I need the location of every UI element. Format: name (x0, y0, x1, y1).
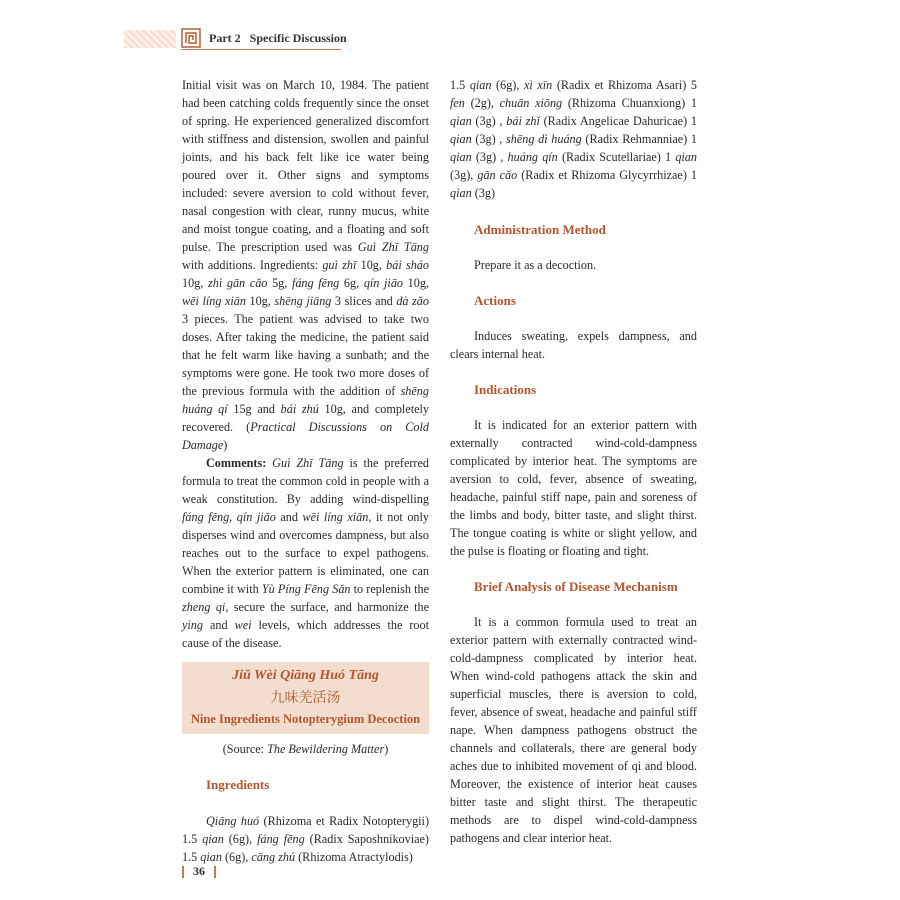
ingredients-heading: Ingredients (206, 777, 270, 792)
formula-english: Nine Ingredients Notopterygium Decoction (190, 712, 421, 726)
footer-bar-left (182, 866, 184, 878)
page-number: 36 (193, 864, 205, 878)
header-rule (181, 49, 341, 50)
header-logo-icon (181, 28, 201, 48)
comments-paragraph: Comments: Guì Zhī Tāng is the preferred formula to treat the common cold in people with a weak constitution. By adding wind-dispelling fáng fēng, qín jiāo and wēi líng xiān, it not only disperses wind and overcomes dampness, but also reaches out to the surface to expel pathogens. When the exterior pattern is eliminated, one can combine it with Yù Píng Fēng Sǎn to replenish the zheng qi, secure the surface, and harmonize the ying and wei levels, which addresses the root cause of the disease. (182, 456, 430, 650)
left-column (182, 76, 429, 866)
header-decoration (124, 30, 176, 48)
administration-text: Prepare it as a decoction. (474, 258, 597, 272)
analysis-heading: Brief Analysis of Disease Mechanism (474, 579, 678, 594)
formula-title-box (182, 662, 429, 734)
case-paragraph: Initial visit was on March 10, 1984. The patient had been catching colds frequently since the onset of spring. He experienced generalized discomfort with stiffness and distension, swollen and painful joints, and his back felt like ice water being poured over it. Other signs and symptoms included: severe aversion to cold without fever, nasal congestion with clear, runny mucus, white and moist tongue coating, and a floating and soft pulse. The prescription used was Guì Zhī Tāng with additions. Ingredients: guì zhī 10g, bái sháo 10g, zhì gān cǎo 5g, fáng fēng 6g, qín jiāo 10g, wēi líng xiān 10g, shēng jiāng 3 slices and dà zǎo 3 pieces. The patient was advised to take two doses. After taking the medicine, the patient said that he felt warm like having a sunbath; and the symptoms were gone. He took two more doses of the previous formula with the addition of shēng huáng qí 15g and bái zhú 10g, and completely recovered. (Practical Discussions on Cold Damage) (182, 78, 429, 452)
section-title: Specific Discussion (249, 31, 347, 45)
indications-heading: Indications (474, 382, 537, 397)
ingredients-continued: 1.5 qian (6g), xì xīn (Radix et Rhizoma Asari) 5 fen (2g), chuān xiōng (Rhizoma Chuanxiong) 1 qian (3g) , bái zhǐ (Radix Angelicae Dahuricae) 1 qian (3g) , shēng dì huáng (Radix Rehmanniae) 1 qian (3g) , huáng qín (Radix Scutellariae) 1 qian (3g), gān cǎo (Radix et Rhizoma Glycyrrhizae) 1 qian (3g) (450, 78, 698, 200)
footer-bar-right (214, 866, 216, 878)
analysis-text: It is a common formula used to treat an exterior pattern with externally contracted wind-cold-dampness complicated by interior heat. When wind-cold pathogens attack the skin and superficial muscles, there is aversion to cold, fever, absence of sweat, headache and painful stiff nape. When dampness pathogens obstruct the channels and collaterals, there are general body aches due to inhibited movement of qi and blood. Moreover, the existence of interior heat causes bitter taste and slight thirst. The therapeutic methods are to dispel wind-cold-dampness pathogens and clear interior heat. (450, 615, 697, 845)
actions-heading: Actions (474, 293, 516, 308)
ingredients-paragraph: Qiāng huó (Rhizoma et Radix Notopterygii) 1.5 qian (6g), fáng fēng (Radix Saposhnikoviae) 1.5 qian (6g), cāng zhú (Rhizoma Atractylodis) (182, 814, 429, 864)
formula-source: (Source: The Bewildering Matter) (222, 742, 389, 756)
actions-text: Induces sweating, expels dampness, and clears internal heat. (450, 329, 697, 361)
comments-label: Comments: (206, 456, 267, 470)
administration-heading: Administration Method (474, 222, 606, 237)
part-label: Part 2 (209, 31, 241, 45)
formula-pinyin: Jiǔ Wèi Qiāng Huó Tāng (232, 668, 379, 683)
indications-text: It is indicated for an exterior pattern with externally contracted wind-cold-dampness complicated by interior heat. The symptoms are aversion to cold, fever, absence of sweating, headache, painful stiff nape, pain and soreness of the limbs and body, bitter taste, and slight thirst. The tongue coating is white or slight yellow, and the pulse is floating or floating and tight. (450, 418, 697, 558)
running-header (209, 31, 347, 46)
formula-chinese: 九味羌活汤 (270, 690, 341, 706)
right-column (450, 76, 697, 847)
